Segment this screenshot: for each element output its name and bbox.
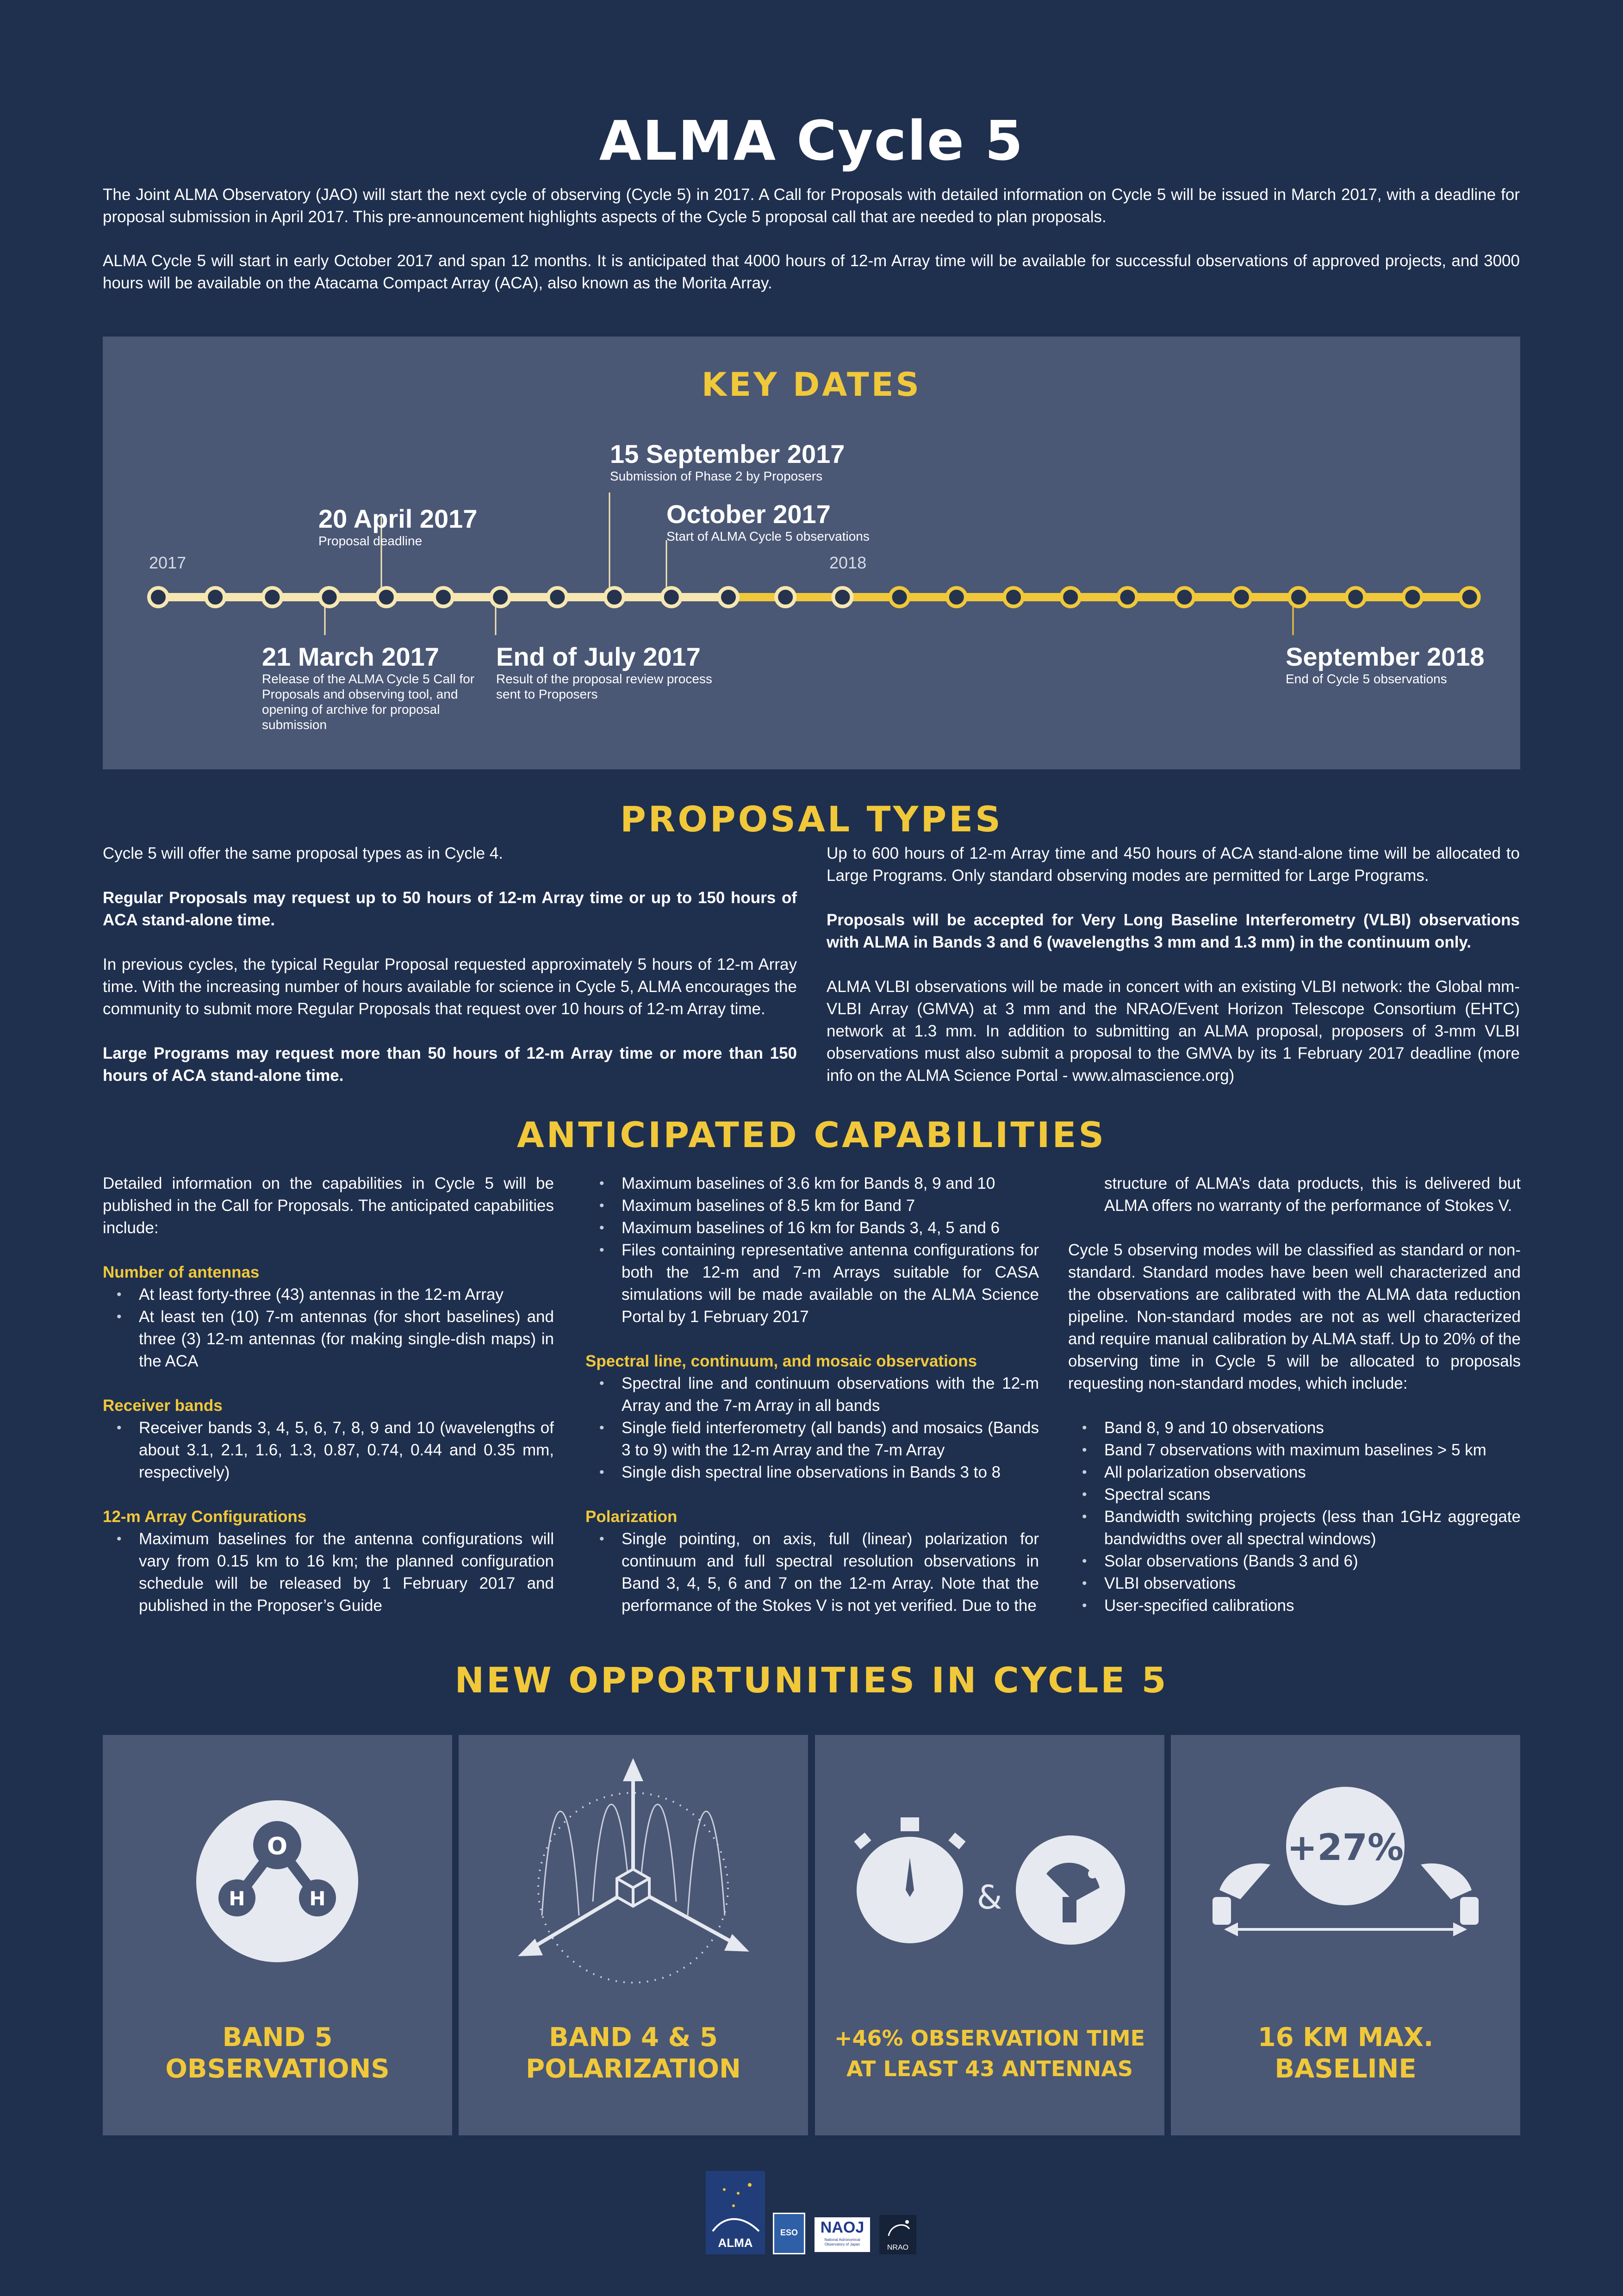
- list-item: • Single dish spectral line observations in Bands 3 to 8: [622, 1461, 1039, 1484]
- list-item: • Bandwidth switching projects (less than 1GHz aggregate bandwidths over all spectral windows): [1104, 1506, 1521, 1550]
- opportunity-card-polarization: [459, 1735, 808, 2135]
- list-item: • User-specified calibrations: [1104, 1595, 1521, 1617]
- list-item: • Band 8, 9 and 10 observations: [1104, 1417, 1521, 1439]
- timeline-month-dot: [719, 588, 738, 606]
- card-label-line2: OBSERVATIONS: [165, 2054, 390, 2084]
- card-label: [1171, 2022, 1520, 2085]
- nrao-logo-text: NRAO: [887, 2244, 909, 2252]
- baselines-list: [585, 1173, 1039, 1328]
- intro-paragraph-2: ALMA Cycle 5 will start in early October 2017 and span 12 months. It is anticipated that 4000 hours of 12-m Array time will be available for successful observations of approved projects, and 3000 hours will be available on the Atacama Compact Array (ACA), also known as the Morita Array.: [103, 252, 1520, 292]
- year-label-2017: 2017: [149, 553, 187, 572]
- event-20-april: [318, 505, 477, 549]
- timeline-month-dot: [890, 588, 909, 606]
- configs-list: [103, 1528, 554, 1617]
- proposal-text: In previous cycles, the typical Regular Proposal requested approximately 5 hours of 12-m Array time. With the increasing number of hours available for science in Cycle 5, ALMA encourages the community to submit more Regular Proposals that request over 10 hours of 12-m Array time.: [103, 955, 797, 1018]
- list-item: • Maximum baselines of 16 km for Bands 3, 4, 5 and 6: [622, 1217, 1039, 1239]
- receivers-list: [103, 1417, 554, 1484]
- eso-logo: ESO: [773, 2213, 805, 2254]
- timeline-month-dot: [434, 588, 453, 606]
- antennas-list: [103, 1284, 554, 1373]
- atom-h: H: [229, 1887, 245, 1910]
- list-item: • At least forty-three (43) antennas in the 12-m Array: [139, 1284, 554, 1306]
- nrao-dish-icon: [879, 2215, 916, 2243]
- naoj-logo-subtext: National Astronomical Observatory of Japan: [824, 2238, 860, 2246]
- right-antenna-icon: [1421, 1863, 1472, 1899]
- opportunity-card-observation-time: [815, 1735, 1164, 2135]
- event-desc: Start of ALMA Cycle 5 observations: [666, 529, 870, 543]
- naoj-logo: [815, 2217, 870, 2252]
- card-label: [459, 2022, 808, 2085]
- event-desc: Release of the ALMA Cycle 5 Call for Proposals and observing tool, and opening of archive for proposal submission: [262, 672, 475, 732]
- timeline-month-dot: [833, 588, 852, 606]
- proposal-text-bold: Proposals will be accepted for Very Long Baseline Interferometry (VLBI) observations with ALMA in Bands 3 and 6 (wavelengths 3 mm and 1.3 mm) in the continuum only.: [827, 911, 1520, 951]
- water-molecule-icon: [103, 1735, 452, 1994]
- ampersand: &: [976, 1878, 1002, 1916]
- event-date: October 2017: [666, 499, 831, 529]
- card-label-line1: 16 KM MAX.: [1257, 2022, 1434, 2053]
- proposal-types-left: [103, 842, 797, 1109]
- polarization-icon: [459, 1735, 808, 1994]
- card-label: [103, 2022, 452, 2085]
- timeline-month-dot: [263, 588, 281, 606]
- list-item: • Spectral line and continuum observations with the 12-m Array and the 7-m Array in all bands: [622, 1373, 1039, 1417]
- nonstandard-modes-list: [1068, 1417, 1521, 1617]
- timeline-month-dot: [947, 588, 966, 606]
- capabilities-intro: Detailed information on the capabilities in Cycle 5 will be published in the Call for Proposals. The anticipated capabilities include:: [103, 1174, 554, 1237]
- timeline-month-dot: [662, 588, 681, 606]
- event-date: End of July 2017: [496, 642, 701, 671]
- timeline-month-dot: [1461, 588, 1479, 606]
- left-antenna-icon: [1219, 1863, 1270, 1899]
- card-label-line1: BAND 4 & 5: [549, 2022, 718, 2053]
- event-date: 21 March 2017: [262, 642, 439, 671]
- increase-percent: +27%: [1287, 1827, 1404, 1869]
- polarization-continued: structure of ALMA’s data products, this is delivered but ALMA offers no warranty of the performance of Stokes V.: [1104, 1174, 1521, 1215]
- capabilities-col-2: [585, 1173, 1039, 1617]
- list-item: • Band 7 observations with maximum baselines > 5 km: [1104, 1439, 1521, 1461]
- card-label-line1: BAND 5: [222, 2022, 333, 2053]
- key-dates-heading: KEY DATES: [702, 366, 921, 404]
- list-item: • Solar observations (Bands 3 and 6): [1104, 1550, 1521, 1572]
- polarization-subheading: Polarization: [585, 1508, 678, 1526]
- event-15-september: [610, 440, 845, 484]
- list-item: • Maximum baselines of 8.5 km for Band 7: [622, 1195, 1039, 1217]
- intro-paragraph-1: The Joint ALMA Observatory (JAO) will start the next cycle of observing (Cycle 5) in 2017. A Call for Proposals with detailed information on Cycle 5 will be issued in March 2017, with a deadline for proposal submission in April 2017. This pre-announcement highlights aspects of the Cycle 5 proposal call that are needed to plan proposals.: [103, 186, 1520, 226]
- atom-h: H: [309, 1887, 326, 1910]
- list-item: • Maximum baselines of 3.6 km for Bands 8, 9 and 10: [622, 1173, 1039, 1195]
- opportunity-card-band5: [103, 1735, 452, 2135]
- antennas-subheading: Number of antennas: [103, 1263, 260, 1281]
- list-item: • Single field interferometry (all bands) and mosaics (Bands 3 to 9) with the 12-m Array and the 7-m Array: [622, 1417, 1039, 1461]
- capabilities-col-3: [1068, 1173, 1521, 1617]
- event-21-march: [262, 643, 479, 732]
- timeline-month-dot: [605, 588, 624, 606]
- timeline-month-dot: [149, 588, 168, 606]
- proposal-text-bold: Regular Proposals may request up to 50 hours of 12-m Array time or up to 150 hours of ACA stand-alone time.: [103, 889, 797, 929]
- list-item: • VLBI observations: [1104, 1572, 1521, 1595]
- card-label-line2: POLARIZATION: [526, 2054, 741, 2084]
- event-date: September 2018: [1286, 642, 1485, 671]
- event-date: 15 September 2017: [610, 439, 845, 468]
- event-desc: Proposal deadline: [318, 534, 423, 548]
- stopwatch-antenna-icon: [815, 1735, 1164, 1994]
- capabilities-col-1: [103, 1173, 554, 1617]
- capabilities-heading: ANTICIPATED CAPABILITIES: [516, 1114, 1107, 1155]
- proposal-text: Cycle 5 will offer the same proposal types as in Cycle 4.: [103, 844, 504, 862]
- event-desc: Result of the proposal review process sent to Proposers: [496, 672, 712, 701]
- timeline-month-dot: [206, 588, 224, 606]
- timeline-month-dot: [491, 588, 510, 606]
- timeline-month-dot: [548, 588, 566, 606]
- event-september-2018: [1286, 643, 1485, 686]
- card-label-line1: +46% OBSERVATION TIME: [834, 2026, 1145, 2051]
- alma-logo: [706, 2171, 765, 2254]
- spectral-subheading: Spectral line, continuum, and mosaic observations: [585, 1352, 977, 1370]
- alma-logo-text: ALMA: [718, 2236, 753, 2250]
- list-item: • Maximum baselines for the antenna configurations will vary from 0.15 km to 16 km; the planned configuration schedule will be released by 1 February 2017 and published in the Proposer’s Guide: [139, 1528, 554, 1617]
- receivers-subheading: Receiver bands: [103, 1397, 223, 1415]
- event-desc: End of Cycle 5 observations: [1286, 672, 1447, 686]
- timeline-month-dot: [1175, 588, 1194, 606]
- proposal-text-bold: Large Programs may request more than 50 hours of 12-m Array time or more than 150 hours of ACA stand-alone time.: [103, 1044, 797, 1085]
- event-end-july: [496, 643, 737, 702]
- naoj-logo-text: NAOJ: [820, 2219, 864, 2236]
- proposal-text: Up to 600 hours of 12-m Array time and 450 hours of ACA stand-alone time will be allocated to Large Programs. Only standard observing modes are permitted for Large Programs.: [827, 844, 1520, 885]
- spectral-list: [585, 1373, 1039, 1484]
- timeline-month-dot: [1118, 588, 1137, 606]
- card-label-line2: AT LEAST 43 ANTENNAS: [846, 2056, 1133, 2081]
- proposal-types-heading: PROPOSAL TYPES: [620, 799, 1003, 840]
- event-october: [666, 500, 870, 544]
- timeline-month-dot: [1346, 588, 1365, 606]
- card-label-line2: BASELINE: [1275, 2054, 1417, 2084]
- timeline-month-dot: [1289, 588, 1308, 606]
- configs-subheading: 12-m Array Configurations: [103, 1508, 307, 1526]
- opportunities-heading: NEW OPPORTUNITIES IN CYCLE 5: [454, 1660, 1169, 1701]
- timeline-month-dot: [377, 588, 396, 606]
- proposal-types-right: [827, 842, 1520, 1109]
- proposal-text: ALMA VLBI observations will be made in concert with an existing VLBI network: the Global mm-VLBI Array (GMVA) at 3 mm and the NRAO/Event Horizon Telescope Consortium (EHTC) network at 1.3 mm. In addition to submitting an ALMA proposal, proposers of 3-mm VLBI observations must also submit a proposal to the GMVA by its 1 February 2017 deadline (more info on the ALMA Science Portal - www.almascience.org): [827, 978, 1520, 1085]
- timeline-month-dot: [1061, 588, 1080, 606]
- nrao-logo: [879, 2215, 916, 2254]
- baseline-antennas-icon: [1171, 1735, 1520, 1994]
- timeline-month-dot: [320, 588, 339, 606]
- list-item: • Single pointing, on axis, full (linear) polarization for continuum and full spectral resolution observations in Band 3, 4, 5, 6 and 7 on the 12-m Array. Note that the performance of the Stokes V is not yet verified. Due to the: [622, 1528, 1039, 1617]
- event-date: 20 April 2017: [318, 504, 478, 533]
- list-item: • Receiver bands 3, 4, 5, 6, 7, 8, 9 and 10 (wavelengths of about 3.1, 2.1, 1.6, 1.3, 0.87, 0.74, 0.44 and 0.35 mm, respectively): [139, 1417, 554, 1484]
- footer-logos: [706, 2171, 919, 2254]
- list-item: • Files containing representative antenna configurations for both the 12-m and 7-m Arrays suitable for CASA simulations will be made available on the ALMA Science Portal by 1 February 2017: [622, 1239, 1039, 1328]
- timeline-month-dot: [1403, 588, 1422, 606]
- list-item: • All polarization observations: [1104, 1461, 1521, 1484]
- list-item: • At least ten (10) 7-m antennas (for short baselines) and three (3) 12-m antennas (for making single-dish maps) in the ACA: [139, 1306, 554, 1373]
- modes-intro: Cycle 5 observing modes will be classified as standard or non-standard. Standard modes have been well characterized and the observations are calibrated with the ALMA data reduction pipeline. Non-standard modes are not as well characterized and require manual calibration by ALMA staff. Up to 20% of the observing time in Cycle 5 will be allocated to proposals requesting non-standard modes, which include:: [1068, 1241, 1521, 1392]
- card-label: [815, 2023, 1164, 2084]
- year-label-2018: 2018: [829, 553, 867, 572]
- timeline-month-dot: [1004, 588, 1023, 606]
- atom-o: O: [267, 1833, 288, 1860]
- list-item: • Spectral scans: [1104, 1484, 1521, 1506]
- event-desc: Submission of Phase 2 by Proposers: [610, 469, 823, 483]
- polarization-list: [585, 1528, 1039, 1617]
- page-title: ALMA Cycle 5: [599, 109, 1024, 173]
- opportunity-card-baseline: [1171, 1735, 1520, 2135]
- timeline-month-dot: [776, 588, 795, 606]
- timeline-month-dot: [1232, 588, 1251, 606]
